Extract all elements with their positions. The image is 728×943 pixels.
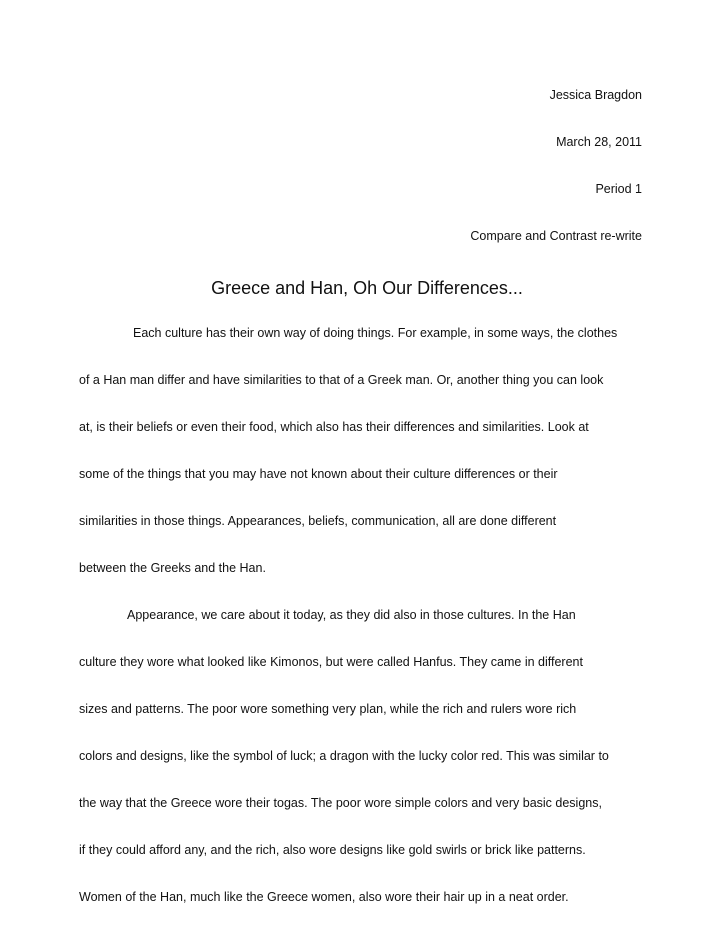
- paragraph-1-line-3: at, is their beliefs or even their food, which also has their differences and similarities. Look at: [79, 420, 589, 434]
- paragraph-2-line-3: sizes and patterns. The poor wore something very plan, while the rich and rulers wore rich: [79, 702, 577, 716]
- paragraph-2-line-4: colors and designs, like the symbol of luck; a dragon with the lucky color red. This was similar to: [79, 749, 609, 763]
- paragraph-1-line-4: some of the things that you may have not known about their culture differences or their: [79, 467, 558, 481]
- paragraph-1-line-6: between the Greeks and the Han.: [79, 561, 266, 575]
- paragraph-2-line-5: the way that the Greece wore their togas. The poor wore simple colors and very basic designs,: [79, 796, 602, 810]
- essay-title: Greece and Han, Oh Our Differences...: [211, 278, 523, 298]
- paragraph-1-line-1: Each culture has their own way of doing things. For example, in some ways, the clothes: [133, 326, 618, 340]
- paragraph-2-line-1: Appearance, we care about it today, as they did also in those cultures. In the Han: [127, 608, 576, 622]
- essay-body: [79, 0, 664, 943]
- paragraph-2-line-2: culture they wore what looked like Kimonos, but were called Hanfus. They came in different: [79, 655, 583, 669]
- assignment-title: Compare and Contrast re-write: [470, 229, 642, 243]
- paragraph-1-line-5: similarities in those things. Appearances, beliefs, communication, all are done different: [79, 514, 557, 528]
- author-name: Jessica Bragdon: [549, 88, 642, 102]
- paragraph-1-line-2: of a Han man differ and have similarities to that of a Greek man. Or, another thing you can look: [79, 373, 604, 387]
- class-period: Period 1: [595, 182, 642, 196]
- paragraph-2-line-6: if they could afford any, and the rich, also wore designs like gold swirls or brick like patterns.: [79, 843, 586, 857]
- essay-date: March 28, 2011: [556, 135, 642, 149]
- paragraph-2-line-7: Women of the Han, much like the Greece women, also wore their hair up in a neat order.: [79, 890, 569, 904]
